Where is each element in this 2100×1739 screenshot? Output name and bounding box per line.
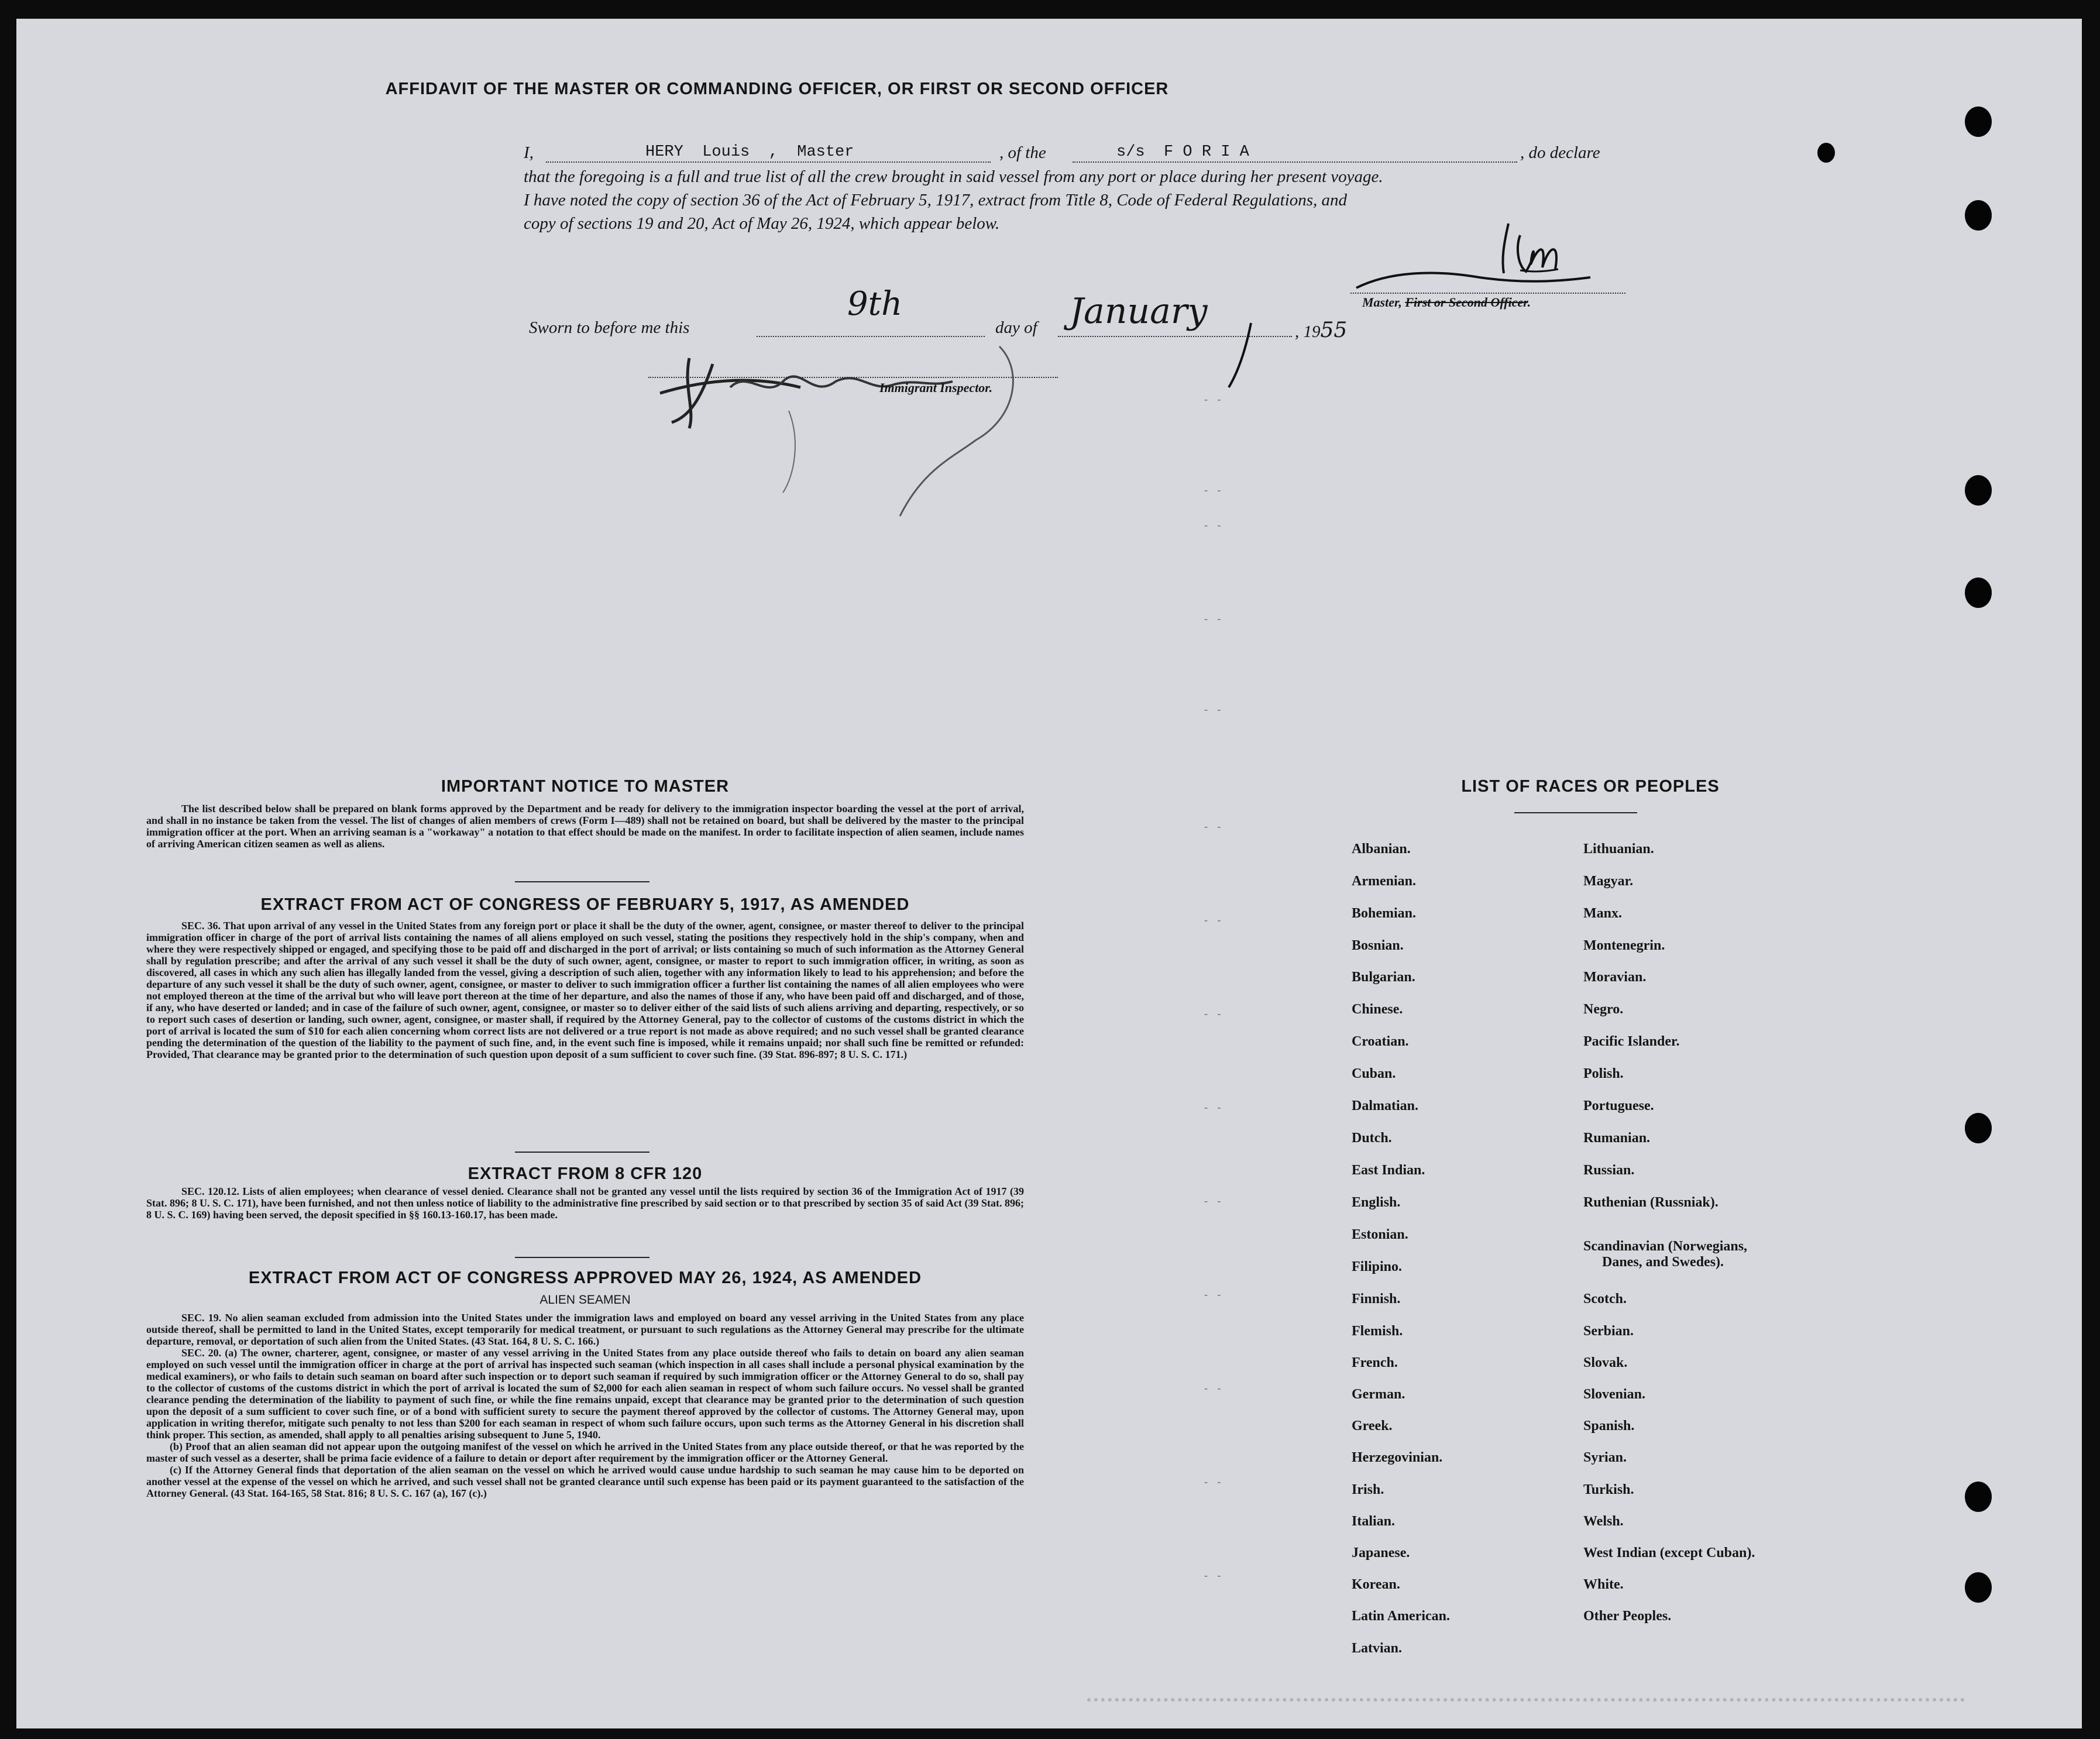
bleed-through-mark bbox=[1087, 1690, 1965, 1702]
race-right: White. bbox=[1583, 1577, 1624, 1592]
of-the-label: , of the bbox=[999, 143, 1046, 162]
sworn-year bbox=[1295, 318, 1347, 342]
race-left: Irish. bbox=[1352, 1482, 1384, 1497]
race-left: Bulgarian. bbox=[1352, 970, 1415, 985]
race-right: Rumanian. bbox=[1583, 1130, 1651, 1146]
sworn-year-handwritten: 55 bbox=[1320, 318, 1348, 342]
race-left: Albanian. bbox=[1352, 841, 1411, 857]
race-left: French. bbox=[1352, 1355, 1398, 1370]
race-right: Negro. bbox=[1583, 1002, 1624, 1017]
extract-1917-title: EXTRACT FROM ACT OF CONGRESS OF FEBRUARY 5, 1917, AS AMENDED bbox=[260, 895, 910, 914]
race-left: Dutch. bbox=[1352, 1130, 1392, 1146]
races-title: LIST OF RACES OR PEOPLES bbox=[1461, 777, 1720, 796]
master-signature bbox=[1345, 212, 1614, 300]
race-left: Greek. bbox=[1352, 1418, 1393, 1434]
race-right: Russian. bbox=[1583, 1163, 1635, 1178]
master-caption-suffix: . bbox=[1527, 295, 1531, 310]
inspector-caption: Immigrant Inspector. bbox=[879, 380, 993, 395]
race-right: Moravian. bbox=[1583, 970, 1647, 985]
race-right: Spanish. bbox=[1583, 1418, 1635, 1434]
race-right: Magyar. bbox=[1583, 874, 1634, 889]
race-right: Danes, and Swedes). bbox=[1602, 1255, 1724, 1270]
faint-mark: - - bbox=[1204, 519, 1225, 531]
faint-mark: - - bbox=[1204, 1569, 1225, 1581]
extract-1924-sec20c: (c) If the Attorney General finds that deportation of the alien seaman on the vessel on which he arrived would cause undue hardship to such seaman he may cause him to be deported on another vessel at the expense of the vessel on which he arrived, and such vessel shall not be granted clearance until such expense has been paid or its payment guaranteed to the satisfaction of the Attorney General. (43 Stat. 164-165, 58 Stat. 816; 8 U. S. C. 167 (a), 167 (c).) bbox=[146, 1464, 1024, 1499]
race-right: Polish. bbox=[1583, 1066, 1624, 1081]
race-left: Cuban. bbox=[1352, 1066, 1396, 1081]
vessel-name-field: s/s F O R I A bbox=[1116, 143, 1249, 161]
race-right: Scotch. bbox=[1583, 1291, 1627, 1307]
faint-mark: - - bbox=[1204, 703, 1225, 715]
race-left: Flemish. bbox=[1352, 1324, 1403, 1339]
sworn-month-handwritten: January bbox=[1070, 291, 1208, 332]
divider bbox=[1514, 812, 1637, 813]
punch-hole bbox=[1965, 106, 1992, 137]
punch-hole bbox=[1965, 200, 1992, 231]
divider bbox=[515, 1152, 649, 1153]
race-right: Slovenian. bbox=[1583, 1387, 1646, 1402]
punch-hole bbox=[1965, 578, 1992, 608]
faint-mark: - - bbox=[1204, 613, 1225, 624]
extract-1924-sec20a: SEC. 20. (a) The owner, charterer, agent, consignee, or master of any vessel arriving in the United States from any place outside thereof who fails to detain on board any alien seaman employed on such vessel until the immigration officer in charge at the port of arrival has inspected such seaman (which inspection in all cases shall include a personal physical examination by the medical examiners), or who fails to detain such seaman on board after such inspection or to deport such seaman if required by such immigration officer or the Attorney General to do so, shall pay to the collector of customs of the customs district in which the port of arrival is located the sum of $2,000 for each alien seaman in respect of whom such failure occurs. No vessel shall be granted clearance pending the determination of the liability to payment of such fine, or while the fine remains unpaid, except that clearance may be granted prior to the determination of such question upon the deposit of a sum sufficient to cover such fine, or of a bond with sufficient surety to secure the payment thereof approved by the collector of customs. The Attorney General may, upon application in writing therefor, mitigate such penalty to not less than $200 for each seaman in respect of whom such failure occurs, upon such terms as the Attorney General in his discretion shall think proper. This section, as amended, shall apply to all penalties arising subsequent to June 5, 1940. bbox=[146, 1347, 1024, 1441]
document-page bbox=[16, 19, 2082, 1728]
race-right: Slovak. bbox=[1583, 1355, 1628, 1370]
race-left: Dalmatian. bbox=[1352, 1098, 1418, 1113]
faint-mark: - - bbox=[1204, 1288, 1225, 1300]
faint-mark: - - bbox=[1204, 914, 1225, 926]
master-caption bbox=[1362, 295, 1531, 310]
race-left: Japanese. bbox=[1352, 1545, 1410, 1561]
race-right: Ruthenian (Russniak). bbox=[1583, 1195, 1719, 1210]
race-left: Estonian. bbox=[1352, 1227, 1408, 1242]
affidavit-line-2: that the foregoing is a full and true list of all the crew brought in said vessel from any port or place during her present voyage. bbox=[524, 167, 1383, 186]
vessel-line bbox=[1073, 161, 1517, 163]
race-right: West Indian (except Cuban). bbox=[1583, 1545, 1755, 1561]
inspector-signature bbox=[648, 323, 1116, 522]
race-right: Lithuanian. bbox=[1583, 841, 1654, 857]
faint-mark: - - bbox=[1204, 393, 1225, 405]
master-name-line bbox=[546, 161, 991, 163]
extract-1924-title: EXTRACT FROM ACT OF CONGRESS APPROVED MAY 26, 1924, AS AMENDED bbox=[248, 1269, 922, 1287]
master-caption-prefix: Master, bbox=[1362, 295, 1405, 310]
race-right: Syrian. bbox=[1583, 1450, 1627, 1465]
race-left: Croatian. bbox=[1352, 1034, 1409, 1049]
extract-1924-sec20b: (b) Proof that an alien seaman did not appear upon the outgoing manifest of the vessel on which he arrived in the United States from any place outside thereof, or that he was reported by the master of such vessel as a deserter, shall be prima facie evidence of a failure to detain or deport after requirement by the immigration officer or the Attorney General. bbox=[146, 1441, 1024, 1464]
faint-mark: - - bbox=[1204, 484, 1225, 496]
punch-hole bbox=[1965, 475, 1992, 506]
affidavit-line-4: copy of sections 19 and 20, Act of May 26, 1924, which appear below. bbox=[524, 214, 1000, 233]
race-left: Armenian. bbox=[1352, 874, 1416, 889]
day-of-label: day of bbox=[995, 318, 1037, 337]
faint-mark: - - bbox=[1204, 820, 1225, 832]
punch-hole bbox=[1965, 1482, 1992, 1512]
extract-1917-text: SEC. 36. That upon arrival of any vessel in the United States from any foreign port or place it shall be the duty of the owner, agent, consignee, or master thereof to deliver to the principal immigration officer in charge of the port of arrival lists containing the names of all aliens employed on such vessel, stating the positions they respectively hold in the ship's company, when and where they were respectively shipped or engaged, and specifying those to be paid off and discharged in the port of arrival; or lists containing so much of such information as the Attorney General shall by regulation prescribe; and after the arrival of any such vessel it shall be the duty of such owner, agent, consignee, or master to report to such immigration officer, in writing, as soon as discovered, all cases in which any such alien has illegally landed from the vessel, giving a description of such alien, together with any information likely to lead to his apprehension; and before the departure of any such vessel it shall be the duty of such owner, agent, consignee, or master to deliver to such immigration officer a further list containing the names of all alien employees who were not employed thereon at the time of the arrival but who will leave port thereon at the time of her departure, and also the names of those if any, who have been paid off and discharged, and of those, if any, who have deserted or landed; and in case of the failure of such owner, agent, consignee, or master so to deliver either of the said lists of such aliens arriving and departing, respectively, or so to report such cases of desertion or landing, such owner, agent, consignee, or master shall, if required by the Attorney General, pay to the collector of customs of the customs district in which the port of arrival is located the sum of $10 for each alien concerning whom correct lists are not delivered or a true report is not made as above required; and no such vessel shall be granted clearance pending the determination of the question of the liability to the payment of such fine, and, in the event such fine is imposed, while it remains unpaid; nor shall such fine be remitted or refunded: Provided, That clearance may be granted prior to the determination of such question upon deposit of a sum sufficient to cover such fine. (39 Stat. 896-897; 8 U. S. C. 171.) bbox=[146, 920, 1024, 1060]
notice-title: IMPORTANT NOTICE TO MASTER bbox=[441, 777, 730, 796]
race-left: Latin American. bbox=[1352, 1609, 1450, 1624]
race-right: Manx. bbox=[1583, 906, 1622, 921]
race-right: Pacific Islander. bbox=[1583, 1034, 1680, 1049]
affidavit-i-label: I, bbox=[524, 143, 534, 162]
extract-cfr-title: EXTRACT FROM 8 CFR 120 bbox=[468, 1164, 703, 1183]
faint-mark: - - bbox=[1204, 1101, 1225, 1113]
extract-1924-subtitle: ALIEN SEAMEN bbox=[539, 1293, 631, 1307]
extract-cfr-text: SEC. 120.12. Lists of alien employees; when clearance of vessel denied. Clearance shall not be granted any vessel until the lists required by section 36 of the Immigration Act of 1917 (39 Stat. 896; 8 U. S. C. 171), have been furnished, and not then unless notice of liability to the administrative fine prescribed by said section or to that prescribed by section 35 of said Act (39 Stat. 896; 8 U. S. C. 169) having been served, the deposit specified in §§ 160.13-160.17, has been made. bbox=[146, 1185, 1025, 1221]
race-left: Latvian. bbox=[1352, 1641, 1403, 1656]
race-left: Italian. bbox=[1352, 1514, 1396, 1529]
notice-text: The list described below shall be prepared on blank forms approved by the Department and be ready for delivery to the immigration inspector boarding the vessel at the port of arrival, and shall in no instance be taken from the vessel. The list of changes of alien members of crews (Form I—489) shall not be retained on board, but shall be delivered by the master to the principal immigration officer at the port. When an arriving seaman is a "workaway" a notation to that effect should be made on the manifest. In order to facilitate inspection of alien seamen, include names of arriving American citizen seamen as well as aliens. bbox=[146, 803, 1024, 850]
faint-mark: - - bbox=[1204, 1476, 1225, 1487]
divider bbox=[515, 1257, 649, 1258]
inspector-signature-line bbox=[648, 377, 1058, 378]
race-left: East Indian. bbox=[1352, 1163, 1425, 1178]
extract-1924-sec19: SEC. 19. No alien seaman excluded from admission into the United States under the immigration laws and employed on board any vessel arriving in the United States from any place outside thereof, shall be permitted to land in the United States, except temporarily for medical treatment, or pursuant to such regulations as the Attorney General may prescribe for the ultimate departure, removal, or deportation of such alien from the United States. (43 Stat. 164, 8 U. S. C. 166.) bbox=[146, 1312, 1024, 1347]
sworn-day-handwritten: 9th bbox=[847, 285, 903, 323]
race-left: Finnish. bbox=[1352, 1291, 1401, 1307]
faint-mark: - - bbox=[1204, 1382, 1225, 1394]
master-name-field: HERY Louis , Master bbox=[645, 143, 854, 161]
race-left: Bosnian. bbox=[1352, 938, 1404, 953]
race-left: English. bbox=[1352, 1195, 1401, 1210]
race-left: Chinese. bbox=[1352, 1002, 1403, 1017]
handwritten-stroke bbox=[1216, 317, 1263, 393]
divider bbox=[515, 881, 649, 882]
race-right: Portuguese. bbox=[1583, 1098, 1654, 1113]
affidavit-line-3: I have noted the copy of section 36 of the Act of February 5, 1917, extract from Title 8, Code of Federal Regulations, and bbox=[524, 191, 1348, 209]
race-right: Other Peoples. bbox=[1583, 1609, 1672, 1624]
race-right: Welsh. bbox=[1583, 1514, 1624, 1529]
affidavit-title: AFFIDAVIT OF THE MASTER OR COMMANDING OFFICER, OR FIRST OR SECOND OFFICER bbox=[385, 80, 1169, 98]
punch-hole bbox=[1965, 1572, 1992, 1603]
sworn-year-prefix: , 19 bbox=[1295, 322, 1321, 341]
faint-mark: - - bbox=[1204, 1008, 1225, 1019]
faint-mark: - - bbox=[1204, 1195, 1225, 1207]
extract-1924-body bbox=[146, 1312, 1024, 1499]
race-left: Herzegovinian. bbox=[1352, 1450, 1443, 1465]
race-left: Korean. bbox=[1352, 1577, 1400, 1592]
master-caption-struck: First or Second Officer bbox=[1405, 295, 1528, 310]
race-right: Montenegrin. bbox=[1583, 938, 1665, 953]
punch-hole bbox=[1817, 143, 1835, 163]
race-right: Scandinavian (Norwegians, bbox=[1583, 1239, 1748, 1254]
punch-hole bbox=[1965, 1113, 1992, 1143]
sworn-label: Sworn to before me this bbox=[529, 318, 690, 337]
do-declare-label: , do declare bbox=[1520, 143, 1600, 162]
race-left: Bohemian. bbox=[1352, 906, 1417, 921]
master-signature-line bbox=[1350, 293, 1625, 294]
race-left: Filipino. bbox=[1352, 1259, 1403, 1274]
race-left: German. bbox=[1352, 1387, 1405, 1402]
race-right: Serbian. bbox=[1583, 1324, 1634, 1339]
race-right: Turkish. bbox=[1583, 1482, 1634, 1497]
